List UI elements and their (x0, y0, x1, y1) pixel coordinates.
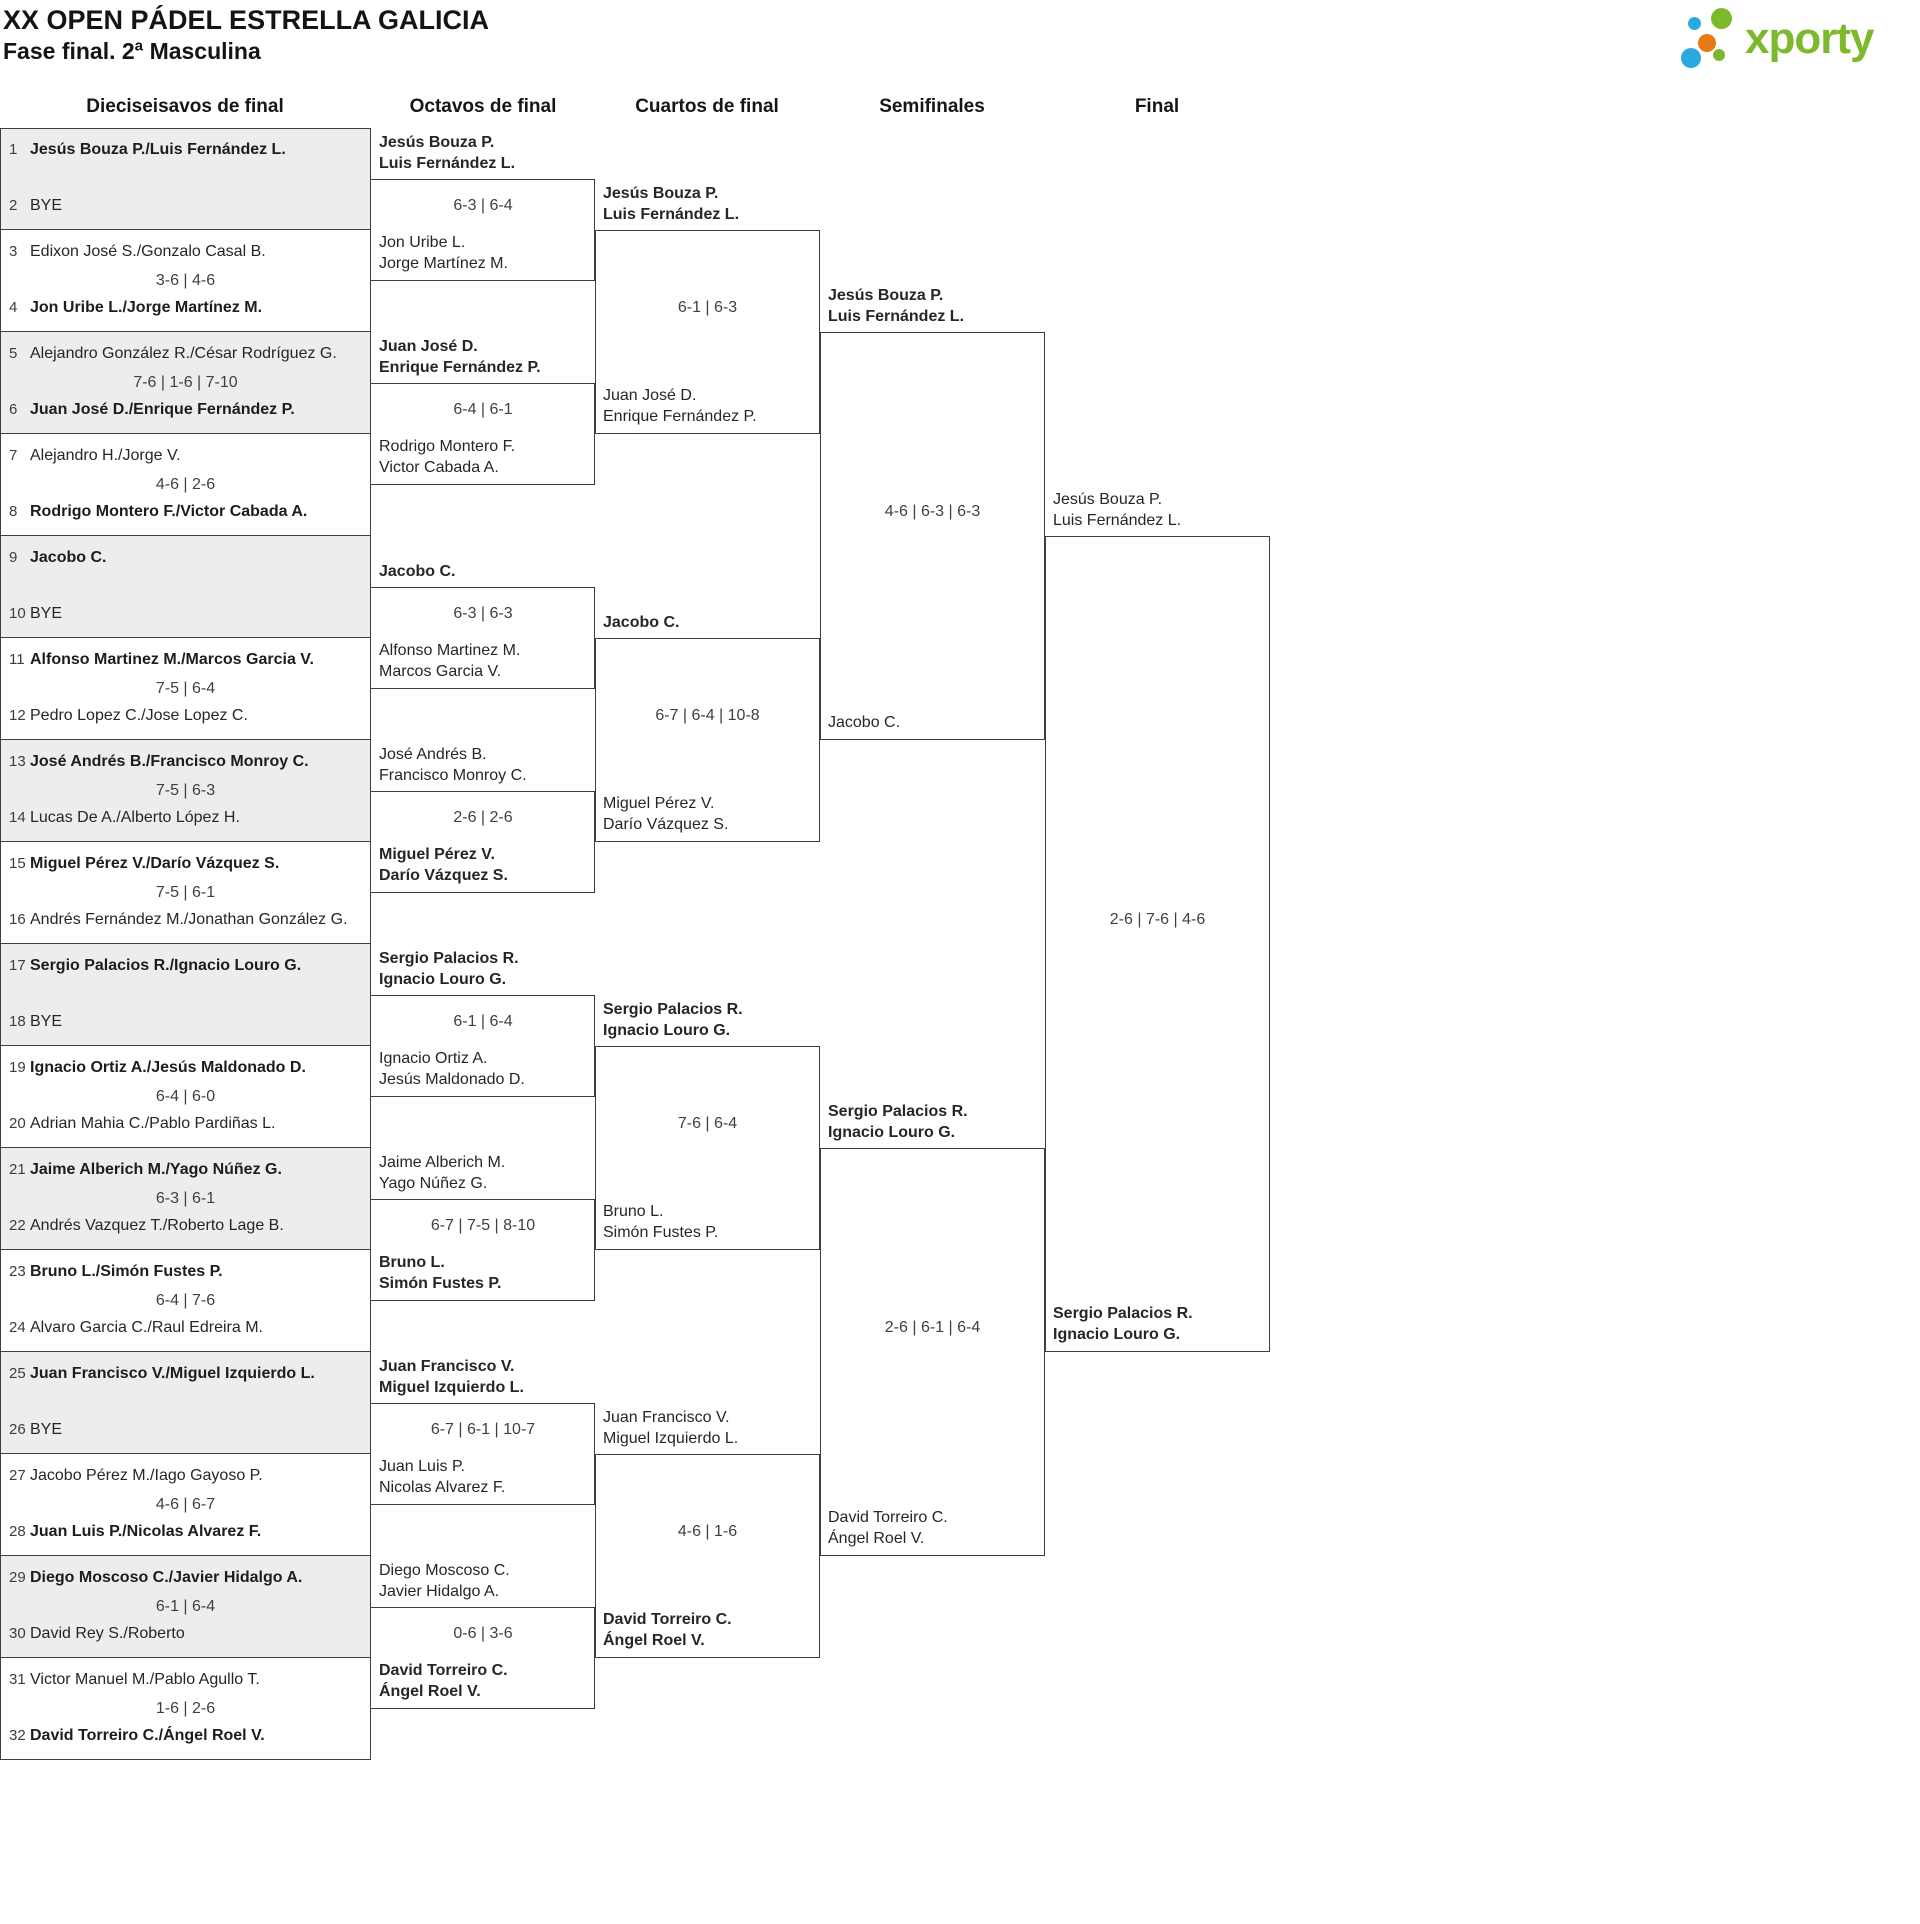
final-match (1045, 536, 1270, 1352)
seed-number: 15 (9, 855, 26, 872)
team-label (603, 793, 728, 840)
match-score: 6-7 | 6-4 | 10-8 (655, 707, 760, 724)
seed-number: 25 (9, 1365, 26, 1382)
logo-dot-green-big-icon (1711, 8, 1732, 29)
team-name-line: Jaime Alberich M. (379, 1154, 506, 1171)
team-label (603, 183, 739, 230)
team-name: Andrés Vazquez T./Roberto Lage B. (30, 1217, 284, 1234)
match-score: 2-6 | 2-6 (453, 809, 513, 826)
team-name-line: Ignacio Louro G. (1053, 1326, 1181, 1343)
team-row (0, 1058, 374, 1078)
team-name-line: Miguel Izquierdo L. (379, 1379, 524, 1396)
seed-number: 23 (9, 1263, 26, 1280)
team-label (379, 1252, 501, 1299)
team-name: Miguel Pérez V./Darío Vázquez S. (30, 855, 280, 872)
team-name-line: Jorge Martínez M. (379, 255, 508, 272)
seed-number: 26 (9, 1421, 26, 1438)
team-name-line: Simón Fustes P. (603, 1224, 719, 1241)
match-score: 7-6 | 6-4 (677, 1115, 738, 1132)
team-label (828, 712, 900, 738)
team-name-line: Sergio Palacios R. (603, 1001, 743, 1018)
team-name: BYE (30, 1421, 63, 1438)
team-label (379, 1152, 505, 1199)
team-name-line: Ignacio Louro G. (603, 1022, 731, 1039)
match-score: 4-6 | 6-7 (155, 1496, 216, 1513)
team-label (379, 844, 508, 891)
team-label (379, 1456, 505, 1503)
team-name: Jacobo Pérez M./Iago Gayoso P. (30, 1467, 263, 1484)
match-score: 6-1 | 6-3 (677, 299, 738, 316)
team-name-line: Simón Fustes P. (379, 1275, 502, 1292)
team-name-line: Juan Francisco V. (379, 1358, 515, 1375)
team-name: Alejandro González R./César Rodríguez G. (30, 345, 337, 362)
team-name-line: Marcos Garcia V. (379, 663, 502, 680)
team-name: Andrés Fernández M./Jonathan González G. (30, 911, 348, 928)
team-label (1053, 1303, 1193, 1350)
team-name-line: Victor Cabada A. (379, 459, 499, 476)
team-name: Jesús Bouza P./Luis Fernández L. (30, 141, 286, 158)
team-row (0, 196, 374, 216)
match-score: 6-4 | 6-1 (453, 401, 513, 418)
logo-dot-green-small-icon (1713, 49, 1725, 61)
team-row (0, 1568, 374, 1588)
team-name-line: Luis Fernández L. (828, 308, 965, 325)
team-row (0, 1114, 374, 1134)
team-row (0, 298, 374, 318)
team-name-line: Luis Fernández L. (1053, 512, 1182, 529)
seed-number: 22 (9, 1217, 26, 1234)
match-score: 6-4 | 7-6 (155, 1292, 216, 1309)
team-name-line: Miguel Pérez V. (603, 795, 715, 812)
team-name-line: Luis Fernández L. (379, 155, 516, 172)
team-name-line: Ignacio Louro G. (379, 971, 507, 988)
team-row (0, 1160, 374, 1180)
match-score: 6-3 | 6-4 (453, 197, 513, 214)
team-row (0, 1420, 374, 1440)
seed-number: 21 (9, 1161, 26, 1178)
team-name: Alfonso Martinez M./Marcos Garcia V. (30, 651, 314, 668)
team-label (379, 436, 515, 483)
team-name: BYE (30, 605, 63, 622)
seed-number: 5 (9, 345, 18, 362)
match-score: 4-6 | 2-6 (155, 476, 216, 493)
team-name-line: Yago Núñez G. (379, 1175, 488, 1192)
team-label (603, 385, 757, 432)
match-score: 3-6 | 4-6 (155, 272, 216, 289)
team-name-line: Miguel Izquierdo L. (603, 1430, 739, 1447)
team-name-line: Diego Moscoso C. (379, 1562, 510, 1579)
tournament-title: XX OPEN PÁDEL ESTRELLA GALICIA (3, 5, 490, 35)
seed-number: 2 (9, 197, 18, 214)
team-label (379, 744, 527, 791)
round-header-dieciseisavos: Dieciseisavos de final (86, 96, 284, 117)
team-name: Bruno L./Simón Fustes P. (30, 1263, 223, 1280)
team-label (379, 1660, 508, 1707)
match-score: 6-1 | 6-4 (453, 1013, 513, 1030)
team-name: David Torreiro C./Ángel Roel V. (30, 1727, 265, 1744)
seed-number: 3 (9, 243, 18, 260)
match-score: 2-6 | 6-1 | 6-4 (884, 1319, 981, 1336)
seed-number: 24 (9, 1319, 26, 1336)
team-name-line: Rodrigo Montero F. (379, 438, 516, 455)
team-row (0, 502, 374, 522)
team-row (0, 910, 374, 930)
team-name-line: Jesús Bouza P. (828, 287, 944, 304)
seed-number: 6 (9, 401, 18, 418)
team-label (828, 1507, 948, 1554)
round-header-final: Final (1134, 96, 1180, 117)
team-name: Edixon José S./Gonzalo Casal B. (30, 243, 266, 260)
team-name-line: Jacobo C. (379, 563, 456, 580)
seed-number: 27 (9, 1467, 26, 1484)
team-name-line: Luis Fernández L. (603, 206, 740, 223)
phase-subtitle: Fase final. 2ª Masculina (3, 38, 261, 64)
team-name-line: Francisco Monroy C. (379, 767, 527, 784)
team-label (1053, 489, 1181, 536)
team-name-line: Sergio Palacios R. (379, 950, 519, 967)
seed-number: 16 (9, 911, 26, 928)
team-name-line: David Torreiro C. (828, 1509, 948, 1526)
seed-number: 20 (9, 1115, 26, 1132)
seed-number: 32 (9, 1727, 26, 1744)
team-name-line: Enrique Fernández P. (603, 408, 757, 425)
team-name: Sergio Palacios R./Ignacio Louro G. (30, 957, 302, 974)
logo-dot-blue-small-icon (1688, 17, 1701, 30)
team-name-line: Juan Luis P. (379, 1458, 465, 1475)
match-score: 7-5 | 6-3 (155, 782, 216, 799)
team-name: Juan José D./Enrique Fernández P. (30, 401, 295, 418)
team-row (0, 604, 374, 624)
team-row (0, 1726, 374, 1746)
match-score: 2-6 | 7-6 | 4-6 (1109, 911, 1206, 928)
team-label (603, 1609, 732, 1656)
team-name-line: Bruno L. (379, 1254, 445, 1271)
team-name-line: Enrique Fernández P. (379, 359, 541, 376)
team-row (0, 344, 374, 364)
seed-number: 29 (9, 1569, 26, 1586)
team-row (0, 854, 374, 874)
team-name-line: Darío Vázquez S. (603, 816, 729, 833)
team-label (379, 336, 541, 383)
team-label (603, 1407, 738, 1454)
team-name: Jacobo C. (30, 549, 107, 566)
team-name: Diego Moscoso C./Javier Hidalgo A. (30, 1569, 303, 1586)
team-row (0, 956, 374, 976)
team-name-line: Ángel Roel V. (828, 1530, 925, 1547)
team-name-line: Ignacio Ortiz A. (379, 1050, 488, 1067)
team-row (0, 548, 374, 568)
team-name-line: Jesús Bouza P. (1053, 491, 1163, 508)
match-score: 7-5 | 6-4 (155, 680, 216, 697)
team-row (0, 1364, 374, 1384)
seed-number: 10 (9, 605, 26, 622)
match-score: 4-6 | 6-3 | 6-3 (884, 503, 981, 520)
team-name: Jaime Alberich M./Yago Núñez G. (30, 1161, 282, 1178)
team-label (379, 1356, 524, 1403)
seed-number: 17 (9, 957, 26, 974)
team-name-line: Juan José D. (603, 387, 697, 404)
team-label (603, 612, 679, 638)
team-row (0, 650, 374, 670)
team-row (0, 706, 374, 726)
match-score: 1-6 | 2-6 (155, 1700, 216, 1717)
seed-number: 12 (9, 707, 26, 724)
team-name-line: David Torreiro C. (603, 1611, 732, 1628)
seed-number: 18 (9, 1013, 26, 1030)
team-row (0, 752, 374, 772)
team-name-line: Miguel Pérez V. (379, 846, 495, 863)
match-score: 0-6 | 3-6 (453, 1625, 513, 1642)
logo-dot-orange-icon (1698, 34, 1716, 52)
logo-dot-blue-big-icon (1681, 48, 1701, 68)
team-name-line: Ángel Roel V. (603, 1632, 705, 1649)
seed-number: 28 (9, 1523, 26, 1540)
team-name-line: Juan José D. (379, 338, 478, 355)
brand-wordmark: xporty (1745, 14, 1874, 63)
team-name: José Andrés B./Francisco Monroy C. (30, 753, 309, 770)
team-name: Victor Manuel M./Pablo Agullo T. (30, 1671, 260, 1688)
seed-number: 9 (9, 549, 18, 566)
team-name-line: Sergio Palacios R. (1053, 1305, 1193, 1322)
team-row (0, 1216, 374, 1236)
xporty-logo (1678, 8, 1908, 68)
team-name-line: Ignacio Louro G. (828, 1124, 956, 1141)
seed-number: 31 (9, 1671, 26, 1688)
team-label (828, 1101, 968, 1148)
seed-number: 11 (9, 651, 25, 668)
seed-number: 13 (9, 753, 26, 770)
team-name-line: Jon Uribe L. (379, 234, 466, 251)
match-score: 6-7 | 7-5 | 8-10 (430, 1217, 536, 1234)
semifinal-match (820, 1148, 1045, 1556)
team-row (0, 1466, 374, 1486)
team-name: Adrian Mahia C./Pablo Pardiñas L. (30, 1115, 276, 1132)
team-row (0, 1012, 374, 1032)
match-score: 6-3 | 6-3 (453, 605, 513, 622)
team-row (0, 1262, 374, 1282)
team-row (0, 1624, 374, 1644)
round-header-cuartos: Cuartos de final (635, 96, 779, 117)
team-name: Jon Uribe L./Jorge Martínez M. (30, 299, 263, 316)
match-score: 6-1 | 6-4 (155, 1598, 216, 1615)
round-header-semifinales: Semifinales (879, 96, 985, 117)
seed-number: 19 (9, 1059, 26, 1076)
team-name-line: Jacobo C. (603, 614, 680, 631)
team-label (379, 232, 508, 279)
team-label (379, 1560, 510, 1607)
team-label (379, 132, 515, 179)
team-row (0, 1670, 374, 1690)
team-label (379, 948, 519, 995)
team-name-line: Juan Francisco V. (603, 1409, 730, 1426)
seed-number: 1 (9, 141, 18, 158)
seed-number: 30 (9, 1625, 26, 1642)
team-name-line: José Andrés B. (379, 746, 487, 763)
team-name-line: Bruno L. (603, 1203, 664, 1220)
seed-number: 4 (9, 299, 18, 316)
semifinal-match (820, 332, 1045, 740)
team-name: Alejandro H./Jorge V. (30, 447, 181, 464)
team-name-line: Javier Hidalgo A. (379, 1583, 500, 1600)
team-name: Lucas De A./Alberto López H. (30, 809, 240, 826)
team-name: BYE (30, 197, 63, 214)
team-row (0, 400, 374, 420)
team-label (379, 1048, 525, 1095)
team-name-line: Alfonso Martinez M. (379, 642, 521, 659)
match-score: 7-5 | 6-1 (155, 884, 216, 901)
team-name-line: Ángel Roel V. (379, 1683, 481, 1700)
team-name: Alvaro Garcia C./Raul Edreira M. (30, 1319, 263, 1336)
team-name: Ignacio Ortiz A./Jesús Maldonado D. (30, 1059, 306, 1076)
match-score: 6-4 | 6-0 (155, 1088, 216, 1105)
team-name: Juan Francisco V./Miguel Izquierdo L. (30, 1365, 315, 1382)
match-score: 7-6 | 1-6 | 7-10 (133, 374, 238, 391)
team-row (0, 808, 374, 828)
team-label (603, 1201, 718, 1248)
match-score: 4-6 | 1-6 (677, 1523, 738, 1540)
team-label (828, 285, 964, 332)
team-row (0, 1522, 374, 1542)
team-label (379, 640, 520, 687)
round-header-octavos: Octavos de final (409, 96, 557, 117)
team-name-line: Jesús Maldonado D. (379, 1071, 525, 1088)
team-name-line: Jesús Bouza P. (603, 185, 719, 202)
team-row (0, 242, 374, 262)
team-name-line: Sergio Palacios R. (828, 1103, 968, 1120)
match-score: 6-7 | 6-1 | 10-7 (430, 1421, 536, 1438)
team-row (0, 140, 374, 160)
team-name: David Rey S./Roberto (30, 1625, 185, 1642)
team-name-line: David Torreiro C. (379, 1662, 508, 1679)
team-name: Juan Luis P./Nicolas Alvarez F. (30, 1523, 262, 1540)
team-name-line: Nicolas Alvarez F. (379, 1479, 506, 1496)
match-score: 6-3 | 6-1 (155, 1190, 216, 1207)
team-label (379, 561, 455, 587)
team-row (0, 1318, 374, 1338)
team-row (0, 446, 374, 466)
team-name-line: Darío Vázquez S. (379, 867, 508, 884)
team-name: Rodrigo Montero F./Victor Cabada A. (30, 503, 308, 520)
team-name-line: Jacobo C. (828, 714, 901, 731)
seed-number: 7 (9, 447, 18, 464)
team-name-line: Jesús Bouza P. (379, 134, 495, 151)
seed-number: 14 (9, 809, 26, 826)
seed-number: 8 (9, 503, 18, 520)
team-label (603, 999, 743, 1046)
team-name: Pedro Lopez C./Jose Lopez C. (30, 707, 248, 724)
team-name: BYE (30, 1013, 63, 1030)
